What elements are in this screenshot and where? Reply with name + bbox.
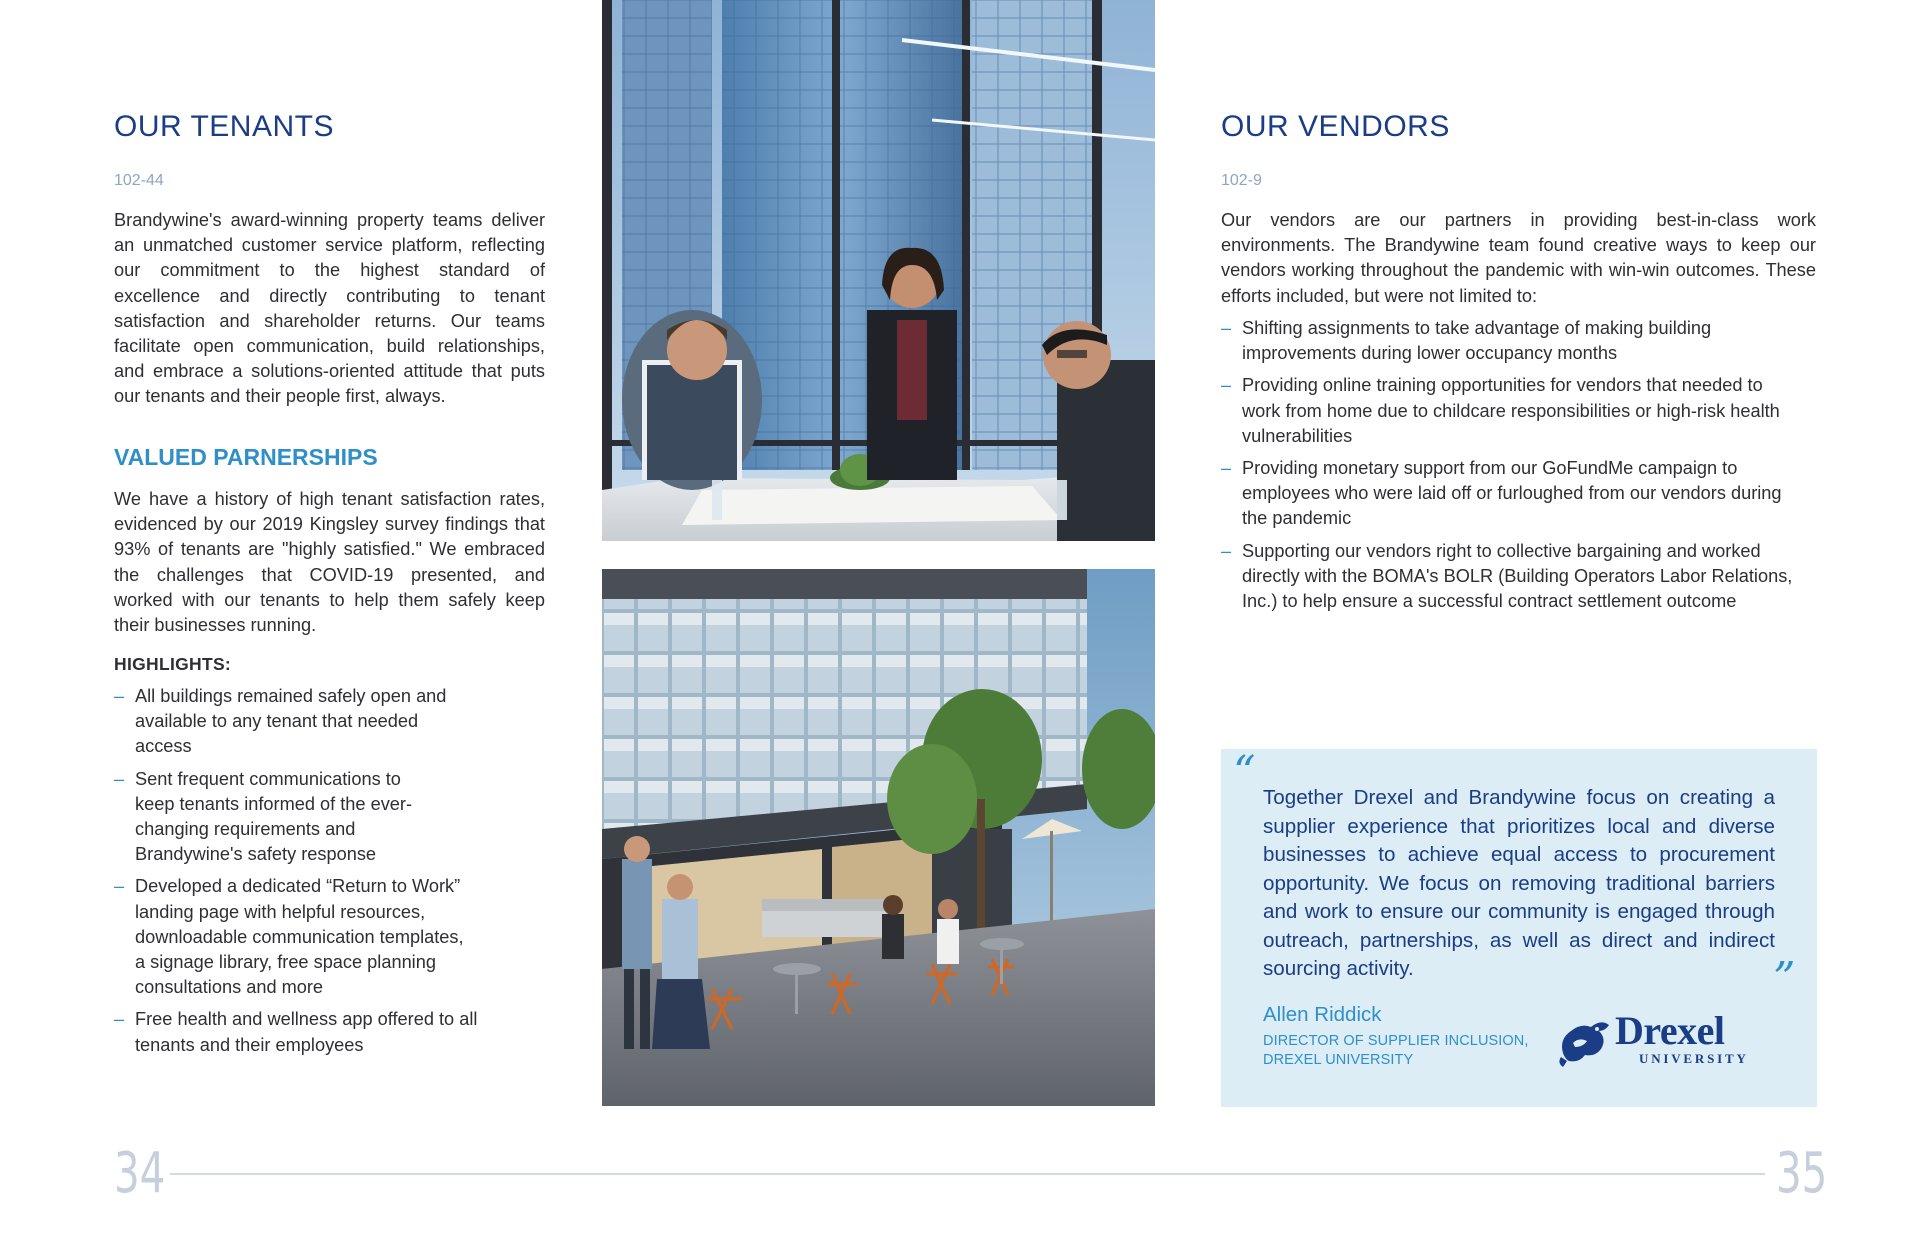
vendors-gri-code: 102-9 (1221, 172, 1262, 189)
dash-bullet: – (114, 876, 125, 897)
testimonial-quote-box (1221, 749, 1817, 1107)
open-quote-icon: “ (1233, 747, 1256, 798)
list-item-text: Supporting our vendors right to collective bargaining and worked directly with the BOMA's BOLR (Building Operators Labor Relations, Inc.) to help ensure a successful contract settlement outcome (1242, 540, 1793, 612)
close-quote-icon: ” (1773, 953, 1796, 1004)
list-item (1221, 316, 1816, 366)
dash-bullet: – (1221, 458, 1232, 479)
list-item-text: Providing online training opportunities for vendors that needed to work from home due to childcare responsibilities or high-risk health vulnerabilities (1242, 375, 1780, 446)
author-role-line: DIRECTOR OF SUPPLIER INCLUSION, (1263, 1033, 1529, 1049)
list-item (114, 767, 519, 868)
page-number-left: 34 (114, 1141, 166, 1206)
vendor-efforts-list (1221, 316, 1816, 621)
list-item-text: Sent frequent communications to keep tenants informed of the ever-changing requirements and Brandywine's safety response (135, 768, 413, 865)
highlights-list (114, 684, 519, 1065)
list-item-text: All buildings remained safely open and available to any tenant that needed access (135, 686, 447, 757)
dash-bullet: – (114, 1009, 125, 1030)
list-item (114, 1007, 519, 1057)
building-terrace-photo (602, 569, 1155, 1106)
dash-bullet: – (114, 686, 125, 706)
dash-bullet: – (1221, 375, 1232, 396)
highlights-label: HIGHLIGHTS: (114, 654, 232, 674)
vendors-title: OUR VENDORS (1221, 110, 1450, 143)
list-item-text: Developed a dedicated “Return to Work” landing page with helpful resources, downloadable communication templates, a signage library, free space planning consultations and more (135, 876, 464, 998)
dash-bullet: – (1221, 540, 1232, 561)
dragon-icon (1557, 1013, 1617, 1069)
quote-author-role (1263, 1032, 1529, 1069)
tenants-intro-paragraph: Brandywine's award-winning property teams deliver an unmatched customer service platform, reflecting our commitment to the highest standard of excellence and directly contributing to tenant satisfaction and shareholder returns. Our teams facilitate open communication, build relationships, and embrace a solutions-oriented attitude that puts our tenants and their people first, always. (114, 210, 545, 407)
dash-bullet: – (114, 768, 125, 789)
list-item (114, 874, 519, 1000)
list-item (1221, 539, 1816, 615)
list-item (114, 684, 519, 760)
author-role-line: DREXEL UNIVERSITY (1263, 1051, 1414, 1068)
partnerships-subtitle: VALUED PARNERSHIPS (114, 444, 378, 470)
vendors-intro-paragraph: Our vendors are our partners in providing best-in-class work environments. The Brandywine team found creative ways to keep our vendors working throughout the pandemic with win-win outcomes. These efforts included, but were not limited to: (1221, 210, 1816, 306)
quote-text: Together Drexel and Brandywine focus on creating a supplier experience that prioritizes local and diverse businesses to achieve equal access to procurement opportunity. We focus on removing traditional barriers and work to ensure our community is engaged through outreach, partnerships, as well as direct and indirect sourcing activity. (1263, 786, 1775, 980)
page-number-right: 35 (1776, 1141, 1828, 1206)
tenants-gri-code: 102-44 (114, 172, 164, 189)
list-item-text: Shifting assignments to take advantage of making building improvements during lower occupancy months (1242, 318, 1712, 364)
partnerships-paragraph: We have a history of high tenant satisfaction rates, evidenced by our 2019 Kingsley survey findings that 93% of tenants are "highly satisfied." We embraced the challenges that COVID-19 presented, and worked with our tenants to help them safely keep their businesses running. (114, 489, 545, 636)
tenants-title: OUR TENANTS (114, 110, 334, 143)
drexel-logo-subtitle: UNIVERSITY (1639, 1051, 1749, 1066)
drexel-logo (1557, 1008, 1777, 1071)
list-item-text: Free health and wellness app offered to all tenants and their employees (135, 1009, 478, 1055)
list-item (1221, 456, 1816, 532)
dash-bullet: – (1221, 318, 1232, 338)
quote-author-name: Allen Riddick (1263, 1003, 1382, 1026)
drexel-logo-wordmark: Drexel (1615, 1008, 1725, 1053)
footer-divider (170, 1173, 1765, 1175)
meeting-photo (602, 0, 1155, 541)
list-item (1221, 373, 1816, 449)
list-item-text: Providing monetary support from our GoFundMe campaign to employees who were laid off or furloughed from our vendors during the pandemic (1242, 458, 1782, 529)
